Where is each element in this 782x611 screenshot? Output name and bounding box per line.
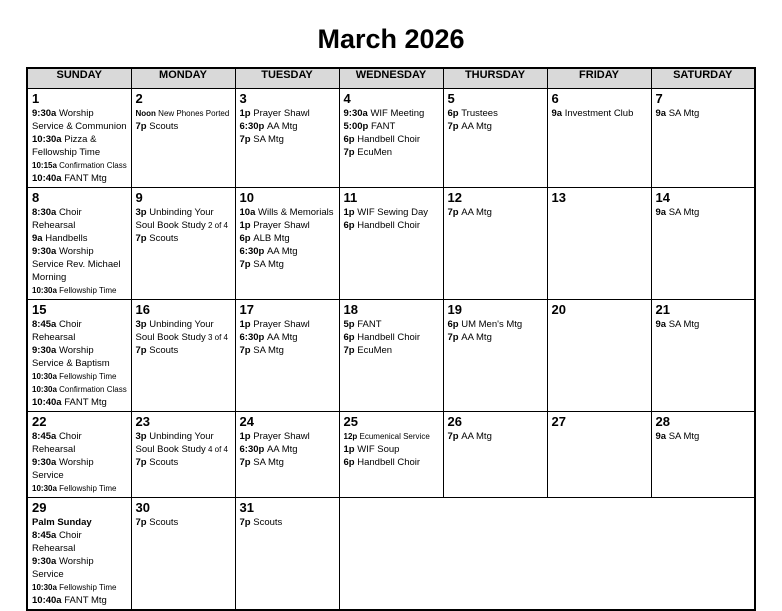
event-title: Unbinding Your Soul Book Study	[135, 207, 214, 231]
event-title: WIF Meeting	[370, 108, 425, 119]
event-title: Scouts	[149, 121, 179, 132]
event-time: 9:30a	[32, 556, 59, 567]
event	[240, 219, 336, 232]
event	[656, 107, 752, 120]
event-title: SA Mtg	[668, 319, 700, 330]
event-time: 7p	[135, 121, 150, 132]
event-time: 10:30a	[32, 286, 60, 295]
event	[136, 318, 232, 344]
event-time: 9:30a	[32, 246, 59, 257]
day-number: 1	[32, 91, 40, 106]
week-row	[27, 188, 755, 300]
day-number: 21	[655, 302, 670, 317]
event-time: 6p	[343, 134, 358, 145]
event	[240, 344, 336, 357]
event-time: 9a	[32, 233, 46, 244]
event-title: Worship Service Rev. Michael Morning	[32, 246, 121, 283]
day-cell-7	[651, 89, 755, 188]
event-time: 3p	[135, 319, 150, 330]
day-cell-20	[547, 300, 651, 412]
day-number: 13	[551, 190, 566, 205]
day-number: 28	[655, 414, 670, 429]
event	[240, 516, 336, 529]
event	[32, 482, 128, 495]
event-time: 6:30p	[239, 246, 267, 257]
weekday-header-tuesday: TUESDAY	[235, 68, 339, 89]
event-title: Worship Service & Communion	[32, 108, 127, 132]
event	[32, 555, 128, 581]
day-number: 26	[447, 414, 462, 429]
day-cell-18	[339, 300, 443, 412]
day-cell-8	[27, 188, 131, 300]
event-title: EcuMen	[357, 147, 393, 158]
event-time: 10:30a	[32, 484, 60, 493]
day-number: 27	[551, 414, 566, 429]
event-note: 2 of 4	[205, 221, 228, 230]
event-time: 7p	[239, 457, 254, 468]
event-time: 1p	[239, 108, 254, 119]
event	[136, 456, 232, 469]
event-time: 10:40a	[32, 595, 65, 606]
event	[32, 581, 128, 594]
event	[448, 430, 544, 443]
event-time: 1p	[239, 220, 254, 231]
event	[32, 516, 128, 529]
event-time: 6:30p	[239, 332, 267, 343]
event	[32, 344, 128, 370]
day-cell-3	[235, 89, 339, 188]
event	[32, 245, 128, 284]
day-number: 9	[135, 190, 143, 205]
day-number: 18	[343, 302, 358, 317]
day-cell-29	[27, 498, 131, 611]
event	[656, 430, 752, 443]
week-row	[27, 89, 755, 188]
day-number: 6	[551, 91, 559, 106]
event-time: 3p	[135, 431, 150, 442]
event-time: 10:40a	[32, 173, 65, 184]
day-cell-21	[651, 300, 755, 412]
event-title: Prayer Shawl	[253, 319, 310, 330]
event-time: 6p	[239, 233, 254, 244]
day-cell-4	[339, 89, 443, 188]
event-title: UM Men's Mtg	[461, 319, 523, 330]
day-number: 29	[32, 500, 47, 515]
event-time: 9:30a	[32, 457, 59, 468]
event-title: SA Mtg	[253, 457, 284, 468]
event	[240, 133, 336, 146]
event	[344, 318, 440, 331]
day-cell-16	[131, 300, 235, 412]
day-cell-28	[651, 412, 755, 498]
event	[32, 370, 128, 383]
weekday-header-wednesday: WEDNESDAY	[339, 68, 443, 89]
event-title: ALB Mtg	[253, 233, 290, 244]
event	[344, 120, 440, 133]
weekday-header-friday: FRIDAY	[547, 68, 651, 89]
event	[32, 232, 128, 245]
day-cell-11	[339, 188, 443, 300]
event-time: 7p	[239, 345, 254, 356]
event	[32, 430, 128, 456]
event	[240, 245, 336, 258]
event-title: Choir Rehearsal	[32, 319, 82, 343]
event	[240, 331, 336, 344]
day-number: 12	[447, 190, 462, 205]
event	[136, 107, 232, 120]
event-note: 3 of 4	[205, 333, 228, 342]
day-cell-23	[131, 412, 235, 498]
event-time: 9a	[655, 108, 669, 119]
event	[240, 206, 336, 219]
day-number: 20	[551, 302, 566, 317]
event-title: Scouts	[149, 233, 179, 244]
event	[448, 107, 544, 120]
event-time: 5p	[343, 319, 358, 330]
event	[32, 529, 128, 555]
event-time: 7p	[343, 345, 358, 356]
event-time: 7p	[447, 332, 462, 343]
day-number: 8	[32, 190, 40, 205]
event	[344, 107, 440, 120]
day-cell-24	[235, 412, 339, 498]
event-title: Confirmation Class	[59, 161, 127, 170]
event-title: SA Mtg	[253, 345, 284, 356]
weekday-header-saturday: SATURDAY	[651, 68, 755, 89]
event-time: 5:00p	[343, 121, 371, 132]
event-time: 7p	[239, 517, 254, 528]
event-title: Investment Club	[564, 108, 634, 119]
event-title: AA Mtg	[461, 431, 492, 442]
event-title: AA Mtg	[266, 246, 298, 257]
event-time: 7p	[447, 121, 462, 132]
week-row	[27, 498, 755, 611]
event-time: 9:30a	[32, 345, 59, 356]
event-title: Handbell Choir	[357, 134, 421, 145]
event-title: EcuMen	[357, 345, 393, 356]
event-time: 1p	[239, 431, 254, 442]
event	[344, 331, 440, 344]
day-number: 14	[655, 190, 670, 205]
day-number: 25	[343, 414, 358, 429]
day-number: 23	[135, 414, 150, 429]
event-title: Scouts	[149, 457, 179, 468]
event-time: 6p	[343, 332, 358, 343]
event	[136, 120, 232, 133]
event-time: 8:45a	[32, 530, 59, 541]
event-time: 1p	[343, 444, 358, 455]
event-time: 7p	[447, 207, 462, 218]
event-title: Worship Service	[32, 556, 94, 580]
event-time: 7p	[135, 457, 150, 468]
day-cell-13	[547, 188, 651, 300]
event-title: Pizza & Fellowship Time	[32, 134, 101, 158]
event-title: Handbell Choir	[357, 220, 421, 231]
event	[344, 133, 440, 146]
event	[240, 456, 336, 469]
event-title: AA Mtg	[461, 207, 492, 218]
event-time: 7p	[135, 517, 150, 528]
calendar-table	[26, 67, 756, 611]
event-title: Handbell Choir	[357, 332, 421, 343]
event-time: 9a	[655, 319, 669, 330]
event	[344, 206, 440, 219]
event	[240, 443, 336, 456]
event	[136, 430, 232, 456]
event-time: 3p	[135, 207, 150, 218]
day-cell-25	[339, 412, 443, 498]
event-title: Fellowship Time	[59, 484, 117, 493]
event-time: 10:30a	[32, 583, 60, 592]
event	[32, 396, 128, 409]
day-number: 3	[239, 91, 247, 106]
event-time: 10:15a	[32, 161, 60, 170]
day-cell-26	[443, 412, 547, 498]
event-time: 10:30a	[32, 385, 60, 394]
day-cell-10	[235, 188, 339, 300]
weekday-header-sunday: SUNDAY	[27, 68, 131, 89]
event-title: Trustees	[461, 108, 498, 119]
event-title: Unbinding Your Soul Book Study	[135, 319, 214, 343]
event-title: Fellowship Time	[59, 286, 117, 295]
event	[240, 318, 336, 331]
event-title: Prayer Shawl	[253, 108, 310, 119]
event	[656, 318, 752, 331]
day-cell-30	[131, 498, 235, 611]
event-time: 8:30a	[32, 207, 59, 218]
event-time: 9:30a	[32, 108, 59, 119]
day-cell-6	[547, 89, 651, 188]
event-time: 7p	[343, 147, 358, 158]
day-number: 16	[135, 302, 150, 317]
event-time: 8:45a	[32, 319, 59, 330]
day-cell-14	[651, 188, 755, 300]
day-number: 10	[239, 190, 254, 205]
event-title: AA Mtg	[266, 444, 298, 455]
event-time: 1p	[239, 319, 254, 330]
day-cell-2	[131, 89, 235, 188]
event-title: Fellowship Time	[59, 372, 117, 381]
event-time: 12p	[343, 432, 360, 441]
event	[32, 172, 128, 185]
day-cell-9	[131, 188, 235, 300]
event-title: Scouts	[253, 517, 283, 528]
event-time: 6:30p	[239, 444, 267, 455]
day-number: 15	[32, 302, 47, 317]
weekday-header-thursday: THURSDAY	[443, 68, 547, 89]
week-row	[27, 300, 755, 412]
event-title: Confirmation Class	[59, 385, 127, 394]
event-title: SA Mtg	[253, 134, 284, 145]
calendar-title: March 2026	[317, 24, 465, 54]
day-cell-27	[547, 412, 651, 498]
event-title: FANT	[357, 319, 382, 330]
event-time: 7p	[239, 134, 254, 145]
week-row	[27, 412, 755, 498]
event-title: SA Mtg	[253, 259, 284, 270]
event	[344, 456, 440, 469]
event	[344, 219, 440, 232]
event-title: Choir Rehearsal	[32, 207, 82, 231]
day-number: 7	[655, 91, 663, 106]
event-time: 7p	[135, 233, 150, 244]
day-cell-15	[27, 300, 131, 412]
event	[656, 206, 752, 219]
day-cell-1	[27, 89, 131, 188]
day-cell-17	[235, 300, 339, 412]
day-number: 30	[135, 500, 150, 515]
day-cell-31	[235, 498, 339, 611]
event-title: Choir Rehearsal	[32, 530, 82, 554]
event	[136, 232, 232, 245]
day-number: 2	[135, 91, 143, 106]
event	[552, 107, 648, 120]
event-title: Fellowship Time	[59, 583, 117, 592]
event-time: 9:30a	[343, 108, 371, 119]
event	[32, 107, 128, 133]
event	[448, 120, 544, 133]
event-time: 6p	[343, 457, 358, 468]
event	[344, 430, 440, 443]
event	[32, 159, 128, 172]
event-time: 7p	[239, 259, 254, 270]
event-title: AA Mtg	[266, 121, 298, 132]
event-time: 1p	[343, 207, 358, 218]
event-title: FANT Mtg	[64, 397, 107, 408]
event	[240, 430, 336, 443]
event-time: 6:30p	[239, 121, 267, 132]
day-number: 5	[447, 91, 455, 106]
day-cell-5	[443, 89, 547, 188]
day-cell-19	[443, 300, 547, 412]
event	[32, 383, 128, 396]
event-title: Scouts	[149, 517, 179, 528]
event-time: 7p	[447, 431, 462, 442]
event-time: 6p	[343, 220, 358, 231]
event-title: Ecumenical Service	[359, 432, 430, 441]
event-time: 10a	[239, 207, 258, 218]
event-title: Scouts	[149, 345, 179, 356]
event	[136, 206, 232, 232]
calendar-body	[27, 89, 755, 611]
event-time: 8:45a	[32, 431, 59, 442]
day-number: 24	[239, 414, 254, 429]
day-number: 31	[239, 500, 254, 515]
day-cell-12	[443, 188, 547, 300]
event-time: 9a	[655, 431, 669, 442]
event-title: AA Mtg	[266, 332, 298, 343]
event	[240, 258, 336, 271]
event-title: WIF Sewing Day	[357, 207, 428, 218]
day-cell-empty	[339, 498, 755, 611]
event	[32, 284, 128, 297]
event	[32, 594, 128, 607]
event-title: Handbell Choir	[357, 457, 421, 468]
event-title: FANT	[370, 121, 396, 132]
event-title: SA Mtg	[668, 207, 700, 218]
event	[32, 318, 128, 344]
event	[32, 133, 128, 159]
event-title: New Phones Ported	[158, 109, 230, 118]
event-title: WIF Soup	[357, 444, 400, 455]
event-time: 7p	[135, 345, 150, 356]
event-title: Choir Rehearsal	[32, 431, 82, 455]
event	[448, 318, 544, 331]
event	[32, 456, 128, 482]
event-title: Unbinding Your Soul Book Study	[135, 431, 214, 455]
event	[136, 344, 232, 357]
event	[32, 206, 128, 232]
event-title: FANT Mtg	[64, 595, 107, 606]
event-title: Handbells	[45, 233, 88, 244]
day-number: 17	[239, 302, 254, 317]
event-time: 9a	[551, 108, 565, 119]
event-note: 4 of 4	[205, 445, 228, 454]
event-title: Prayer Shawl	[253, 220, 310, 231]
day-number: 11	[343, 190, 358, 205]
event	[240, 107, 336, 120]
event	[136, 516, 232, 529]
weekday-header-row	[27, 68, 755, 89]
event	[448, 331, 544, 344]
event-title: AA Mtg	[461, 332, 492, 343]
day-number: 4	[343, 91, 351, 106]
event-time: 10:30a	[32, 134, 65, 145]
event	[344, 443, 440, 456]
event-time: 6p	[447, 319, 462, 330]
event	[344, 146, 440, 159]
event-title: Prayer Shawl	[253, 431, 310, 442]
weekday-header-monday: MONDAY	[131, 68, 235, 89]
event-title: FANT Mtg	[64, 173, 107, 184]
event	[240, 232, 336, 245]
day-number: 22	[32, 414, 47, 429]
event-time: 10:30a	[32, 372, 60, 381]
event-title: Palm Sunday	[32, 517, 92, 528]
event-title: SA Mtg	[668, 108, 700, 119]
event-time: 9a	[655, 207, 669, 218]
event-title: Worship Service & Baptism	[32, 345, 110, 369]
event-time: 6p	[447, 108, 462, 119]
day-cell-22	[27, 412, 131, 498]
event	[344, 344, 440, 357]
event-time: Noon	[135, 109, 159, 118]
event	[240, 120, 336, 133]
event-title: AA Mtg	[461, 121, 492, 132]
event-title: SA Mtg	[668, 431, 700, 442]
event-time: 10:40a	[32, 397, 65, 408]
day-number: 19	[447, 302, 462, 317]
event-title: Wills & Memorials	[258, 207, 334, 218]
calendar-page	[0, 24, 782, 606]
event	[448, 206, 544, 219]
event-title: Worship Service	[32, 457, 94, 481]
